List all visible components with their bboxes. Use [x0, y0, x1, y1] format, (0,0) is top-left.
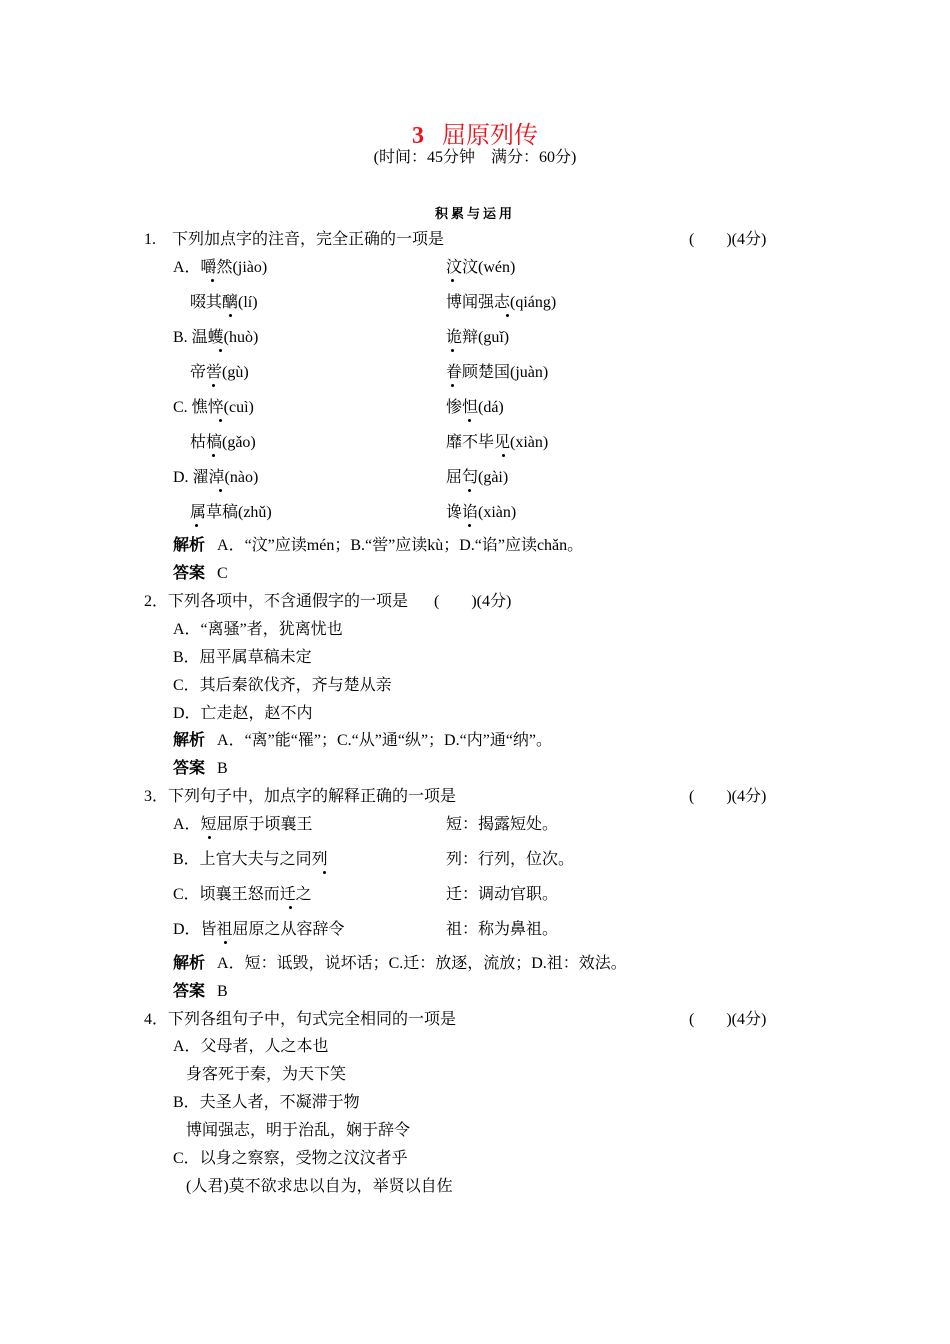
q1-option-d-left: D. 濯淖(nào) [173, 469, 259, 486]
q1-option-c-left-2: 枯槁(gǎo) [190, 434, 256, 451]
emphasis-dot [212, 384, 215, 387]
q1-option-c-right-2: 靡不毕见(xiàn) [446, 434, 549, 451]
emphasis-dot [451, 279, 454, 282]
emphasis-dot [219, 419, 222, 422]
analysis-text: A．“离”能“罹”；C.“从”通“纵”；D.“内”通“纳”。 [217, 732, 553, 749]
q1-option-b-left-2: 帝喾(gù) [190, 364, 249, 381]
q1-stem: 1. 下列加点字的注音，完全正确的一项是 [144, 231, 445, 248]
emphasis-dot [468, 524, 471, 527]
q1-option-a-left: A．嚼然(jiào) [173, 259, 268, 276]
q1-answer-blank: ( )(4分) [689, 231, 767, 248]
q1-option-c-right: 惨怛(dá) [446, 399, 504, 416]
q4-option-c-line-2: (人君)莫不欲求忠以自为，举贤以自佐 [186, 1178, 453, 1195]
lesson-number: 3 [412, 123, 424, 149]
q2-analysis [173, 731, 552, 751]
time-and-score: (时间：45分钟 满分：60分) [373, 149, 577, 166]
analysis-label: 解析 [173, 537, 206, 554]
q1-option-d-right-2: 谗谄(xiàn) [446, 504, 517, 521]
q2-answer [173, 759, 228, 779]
q1-option-d-left-2: 属草稿(zhǔ) [190, 504, 272, 521]
q1-option-b-right: 诡辩(guǐ) [446, 329, 510, 346]
emphasis-dot [451, 349, 454, 352]
q1-analysis [173, 536, 583, 556]
emphasis-dot [208, 836, 211, 839]
q1-option-c-left: C. 憔悴(cuì) [173, 399, 254, 416]
emphasis-dot [468, 489, 471, 492]
answer-label: 答案 [173, 983, 206, 1000]
q2-answer-blank: ( )(4分) [434, 593, 512, 610]
q3-option-b: B．上官大夫与之同列 [173, 851, 328, 868]
answer-text: B [217, 983, 228, 1000]
q1-answer [173, 564, 228, 584]
emphasis-dot [289, 906, 292, 909]
analysis-label: 解析 [173, 955, 206, 972]
q4-option-a-line-1: A．父母者，人之本也 [173, 1038, 329, 1055]
lesson-title [0, 122, 950, 150]
q1-option-a-right-2: 博闻强志(qiáng) [446, 294, 557, 311]
emphasis-dot [224, 941, 227, 944]
q3-option-d: D．皆祖屈原之从容辞令 [173, 921, 345, 938]
q1-option-a-left-2: 啜其醨(lí) [190, 294, 258, 311]
section-heading: 积累与运用 [434, 206, 515, 221]
q3-stem: 3．下列句子中，加点字的解释正确的一项是 [144, 788, 457, 805]
q2-option-a: A．“离骚”者，犹离忧也 [173, 621, 343, 638]
answer-label: 答案 [173, 760, 206, 777]
emphasis-dot [229, 314, 232, 317]
q3-option-a-gloss: 短：揭露短处。 [446, 816, 559, 833]
analysis-text: A．短：诋毁，说坏话；C.迁：放逐，流放；D.祖：效法。 [217, 955, 627, 972]
emphasis-dot [219, 489, 222, 492]
analysis-label: 解析 [173, 732, 206, 749]
q4-option-c-line-1: C．以身之察察，受物之汶汶者乎 [173, 1150, 408, 1167]
q4-option-b-line-1: B．夫圣人者，不凝滞于物 [173, 1094, 360, 1111]
q3-option-c-gloss: 迁：调动官职。 [446, 886, 559, 903]
q3-option-b-gloss: 列：行列，位次。 [446, 851, 575, 868]
emphasis-dot [211, 279, 214, 282]
q2-option-d: D．亡走赵，赵不内 [173, 705, 313, 722]
emphasis-dot [506, 314, 509, 317]
emphasis-dot [212, 454, 215, 457]
q3-answer-blank: ( )(4分) [689, 788, 767, 805]
q2-option-c: C．其后秦欲伐齐，齐与楚从亲 [173, 677, 392, 694]
analysis-text: A．“汶”应读mén；B.“喾”应读kù；D.“谄”应读chǎn。 [217, 537, 584, 554]
q1-option-b-left: B. 温蠖(huò) [173, 329, 259, 346]
q1-option-a-right: 汶汶(wén) [446, 259, 516, 276]
q1-option-d-right: 屈匄(gài) [446, 469, 509, 486]
emphasis-dot [195, 524, 198, 527]
q1-option-b-right-2: 眷顾楚国(juàn) [446, 364, 549, 381]
answer-text: B [217, 760, 228, 777]
emphasis-dot [323, 871, 326, 874]
q4-option-a-line-2: 身客死于秦，为天下笑 [186, 1066, 347, 1083]
q2-stem: 2．下列各项中，不含通假字的一项是 ( )(4分) [144, 593, 512, 610]
q3-option-a: A．短屈原于顷襄王 [173, 816, 313, 833]
emphasis-dot [468, 419, 471, 422]
q3-option-d-gloss: 祖：称为鼻祖。 [446, 921, 559, 938]
q3-analysis [173, 954, 627, 974]
q4-stem: 4．下列各组句子中，句式完全相同的一项是 [144, 1011, 457, 1028]
q4-option-b-line-2: 博闻强志，明于治乱，娴于辞令 [186, 1122, 411, 1139]
emphasis-dot [451, 384, 454, 387]
q3-answer [173, 982, 228, 1002]
emphasis-dot [219, 349, 222, 352]
q3-option-c: C．顷襄王怒而迁之 [173, 886, 312, 903]
q4-answer-blank: ( )(4分) [689, 1011, 767, 1028]
lesson-name: 屈原列传 [442, 123, 538, 149]
emphasis-dot [502, 454, 505, 457]
q2-option-b: B．屈平属草稿未定 [173, 649, 312, 666]
answer-text: C [217, 565, 228, 582]
answer-label: 答案 [173, 565, 206, 582]
